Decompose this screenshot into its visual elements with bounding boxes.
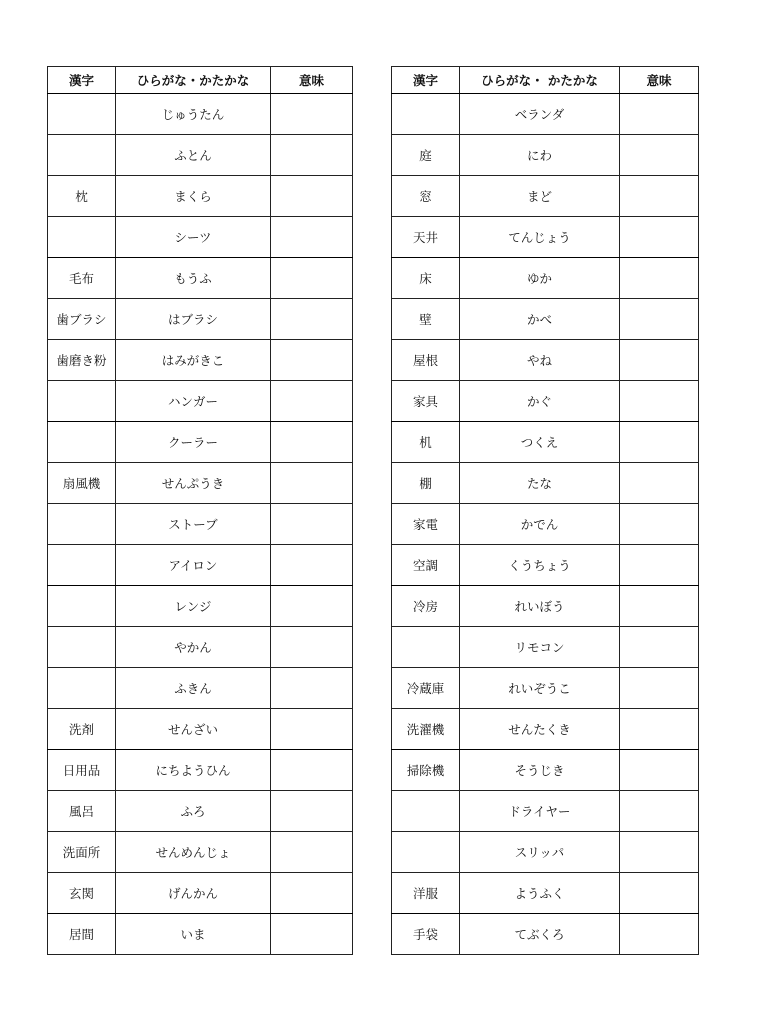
kanji-cell: 家電 xyxy=(392,504,460,545)
header-row xyxy=(48,67,353,94)
vocab-row xyxy=(392,422,699,463)
vocab-row xyxy=(48,709,353,750)
kana-cell: もうふ xyxy=(116,258,271,299)
meaning-cell[interactable] xyxy=(271,504,353,545)
vocab-row xyxy=(392,463,699,504)
kanji-cell: 風呂 xyxy=(48,791,116,832)
meaning-cell[interactable] xyxy=(271,135,353,176)
kanji-cell: 冷蔵庫 xyxy=(392,668,460,709)
meaning-cell[interactable] xyxy=(271,545,353,586)
meaning-cell[interactable] xyxy=(271,668,353,709)
kana-cell: ハンガー xyxy=(116,381,271,422)
meaning-cell[interactable] xyxy=(620,832,699,873)
kanji-cell: 居間 xyxy=(48,914,116,955)
vocab-row xyxy=(392,258,699,299)
vocab-row xyxy=(392,832,699,873)
kana-cell: ストーブ xyxy=(116,504,271,545)
vocab-row xyxy=(392,545,699,586)
kanji-cell xyxy=(392,832,460,873)
meaning-cell[interactable] xyxy=(620,627,699,668)
kana-cell: れいぼう xyxy=(460,586,620,627)
kana-cell: はみがきこ xyxy=(116,340,271,381)
kana-cell: レンジ xyxy=(116,586,271,627)
kana-cell: てんじょう xyxy=(460,217,620,258)
vocab-row xyxy=(392,873,699,914)
header-kana: ひらがな・かたかな xyxy=(116,67,271,94)
meaning-cell[interactable] xyxy=(271,340,353,381)
meaning-cell[interactable] xyxy=(620,668,699,709)
vocab-row xyxy=(392,176,699,217)
vocab-row xyxy=(48,668,353,709)
kanji-cell xyxy=(48,217,116,258)
kanji-cell xyxy=(48,504,116,545)
kana-cell: せんめんじょ xyxy=(116,832,271,873)
kanji-cell: 壁 xyxy=(392,299,460,340)
header-kana: ひらがな・ かたかな xyxy=(460,67,620,94)
kana-cell: たな xyxy=(460,463,620,504)
kanji-cell: 天井 xyxy=(392,217,460,258)
meaning-cell[interactable] xyxy=(620,381,699,422)
meaning-cell[interactable] xyxy=(620,422,699,463)
vocab-row xyxy=(48,750,353,791)
kana-cell: クーラー xyxy=(116,422,271,463)
meaning-cell[interactable] xyxy=(271,94,353,135)
vocab-row xyxy=(48,832,353,873)
meaning-cell[interactable] xyxy=(620,135,699,176)
kana-cell: せんたくき xyxy=(460,709,620,750)
vocab-row xyxy=(48,586,353,627)
kanji-cell: 空調 xyxy=(392,545,460,586)
header-meaning: 意味 xyxy=(271,67,353,94)
vocab-row xyxy=(392,750,699,791)
vocab-row xyxy=(48,504,353,545)
meaning-cell[interactable] xyxy=(620,914,699,955)
kanji-cell: 掃除機 xyxy=(392,750,460,791)
meaning-cell[interactable] xyxy=(620,299,699,340)
kana-cell: スリッパ xyxy=(460,832,620,873)
vocab-row xyxy=(48,627,353,668)
kana-cell: かぐ xyxy=(460,381,620,422)
kana-cell: そうじき xyxy=(460,750,620,791)
kana-cell: れいぞうこ xyxy=(460,668,620,709)
vocab-table-right xyxy=(391,66,699,955)
kanji-cell: 冷房 xyxy=(392,586,460,627)
vocab-row xyxy=(48,176,353,217)
meaning-cell[interactable] xyxy=(271,627,353,668)
vocab-row xyxy=(48,217,353,258)
header-kanji: 漢字 xyxy=(392,67,460,94)
meaning-cell[interactable] xyxy=(620,791,699,832)
meaning-cell[interactable] xyxy=(620,586,699,627)
kana-cell: くうちょう xyxy=(460,545,620,586)
vocab-row xyxy=(392,340,699,381)
header-row xyxy=(392,67,699,94)
kana-cell: いま xyxy=(116,914,271,955)
kana-cell: ゆか xyxy=(460,258,620,299)
kanji-cell: 洗剤 xyxy=(48,709,116,750)
vocab-row xyxy=(48,422,353,463)
kanji-cell: 歯ブラシ xyxy=(48,299,116,340)
meaning-cell[interactable] xyxy=(620,258,699,299)
vocab-table-left xyxy=(47,66,353,955)
meaning-cell[interactable] xyxy=(620,504,699,545)
vocab-row xyxy=(48,135,353,176)
kana-cell: リモコン xyxy=(460,627,620,668)
kanji-cell: 洗面所 xyxy=(48,832,116,873)
vocab-row xyxy=(48,545,353,586)
kana-cell: せんざい xyxy=(116,709,271,750)
kanji-cell xyxy=(48,627,116,668)
kana-cell: ふきん xyxy=(116,668,271,709)
kanji-cell xyxy=(48,94,116,135)
vocab-row xyxy=(48,873,353,914)
kana-cell: かべ xyxy=(460,299,620,340)
vocab-row xyxy=(392,299,699,340)
vocab-row xyxy=(48,258,353,299)
meaning-cell[interactable] xyxy=(271,176,353,217)
meaning-cell[interactable] xyxy=(271,299,353,340)
kanji-cell: 窓 xyxy=(392,176,460,217)
meaning-cell[interactable] xyxy=(620,709,699,750)
kana-cell: ベランダ xyxy=(460,94,620,135)
meaning-cell[interactable] xyxy=(620,463,699,504)
vocab-row xyxy=(392,791,699,832)
kanji-cell: 床 xyxy=(392,258,460,299)
meaning-cell[interactable] xyxy=(620,94,699,135)
vocab-row xyxy=(392,217,699,258)
kana-cell: にちようひん xyxy=(116,750,271,791)
kanji-cell: 洋服 xyxy=(392,873,460,914)
meaning-cell[interactable] xyxy=(271,422,353,463)
kanji-cell: 洗濯機 xyxy=(392,709,460,750)
kanji-cell: 歯磨き粉 xyxy=(48,340,116,381)
kana-cell: シーツ xyxy=(116,217,271,258)
vocab-row xyxy=(48,94,353,135)
kanji-cell xyxy=(48,545,116,586)
meaning-cell[interactable] xyxy=(271,914,353,955)
vocab-row xyxy=(392,504,699,545)
kana-cell: ふろ xyxy=(116,791,271,832)
kana-cell: やかん xyxy=(116,627,271,668)
vocab-rows-left xyxy=(48,94,353,955)
header-kanji: 漢字 xyxy=(48,67,116,94)
vocab-row xyxy=(48,914,353,955)
kanji-cell xyxy=(48,135,116,176)
kanji-cell xyxy=(48,586,116,627)
kanji-cell xyxy=(48,422,116,463)
meaning-cell[interactable] xyxy=(620,217,699,258)
kanji-cell: 手袋 xyxy=(392,914,460,955)
kana-cell: はブラシ xyxy=(116,299,271,340)
vocab-row xyxy=(392,135,699,176)
kana-cell: まくら xyxy=(116,176,271,217)
kanji-cell: 玄関 xyxy=(48,873,116,914)
kana-cell: にわ xyxy=(460,135,620,176)
kana-cell: ふとん xyxy=(116,135,271,176)
kana-cell: かでん xyxy=(460,504,620,545)
kanji-cell xyxy=(48,381,116,422)
meaning-cell[interactable] xyxy=(271,586,353,627)
vocab-row xyxy=(48,791,353,832)
kana-cell: まど xyxy=(460,176,620,217)
meaning-cell[interactable] xyxy=(620,545,699,586)
kanji-cell: 机 xyxy=(392,422,460,463)
kanji-cell: 屋根 xyxy=(392,340,460,381)
vocab-row xyxy=(392,668,699,709)
vocab-row xyxy=(392,914,699,955)
meaning-cell[interactable] xyxy=(620,873,699,914)
kana-cell: やね xyxy=(460,340,620,381)
kanji-cell xyxy=(392,791,460,832)
meaning-cell[interactable] xyxy=(271,709,353,750)
kana-cell: ようふく xyxy=(460,873,620,914)
meaning-cell[interactable] xyxy=(620,750,699,791)
kanji-cell: 日用品 xyxy=(48,750,116,791)
vocab-row xyxy=(48,381,353,422)
meaning-cell[interactable] xyxy=(271,791,353,832)
meaning-cell[interactable] xyxy=(620,176,699,217)
kanji-cell xyxy=(392,627,460,668)
kana-cell: げんかん xyxy=(116,873,271,914)
kana-cell: せんぷうき xyxy=(116,463,271,504)
kanji-cell: 枕 xyxy=(48,176,116,217)
meaning-cell[interactable] xyxy=(271,381,353,422)
meaning-cell[interactable] xyxy=(271,258,353,299)
kanji-cell: 庭 xyxy=(392,135,460,176)
meaning-cell[interactable] xyxy=(271,750,353,791)
kanji-cell: 棚 xyxy=(392,463,460,504)
vocab-rows-right xyxy=(392,94,699,955)
header-meaning: 意味 xyxy=(620,67,699,94)
vocab-row xyxy=(392,94,699,135)
kana-cell: ドライヤー xyxy=(460,791,620,832)
meaning-cell[interactable] xyxy=(620,340,699,381)
kana-cell: じゅうたん xyxy=(116,94,271,135)
kana-cell: てぶくろ xyxy=(460,914,620,955)
kanji-cell: 毛布 xyxy=(48,258,116,299)
vocab-row xyxy=(392,627,699,668)
kanji-cell: 家具 xyxy=(392,381,460,422)
meaning-cell[interactable] xyxy=(271,873,353,914)
vocab-row xyxy=(48,463,353,504)
meaning-cell[interactable] xyxy=(271,463,353,504)
meaning-cell[interactable] xyxy=(271,832,353,873)
kana-cell: アイロン xyxy=(116,545,271,586)
kanji-cell xyxy=(48,668,116,709)
vocab-row xyxy=(48,340,353,381)
vocab-row xyxy=(392,381,699,422)
vocab-row xyxy=(392,709,699,750)
vocab-row xyxy=(392,586,699,627)
vocab-row xyxy=(48,299,353,340)
kanji-cell xyxy=(392,94,460,135)
kanji-cell: 扇風機 xyxy=(48,463,116,504)
kana-cell: つくえ xyxy=(460,422,620,463)
meaning-cell[interactable] xyxy=(271,217,353,258)
